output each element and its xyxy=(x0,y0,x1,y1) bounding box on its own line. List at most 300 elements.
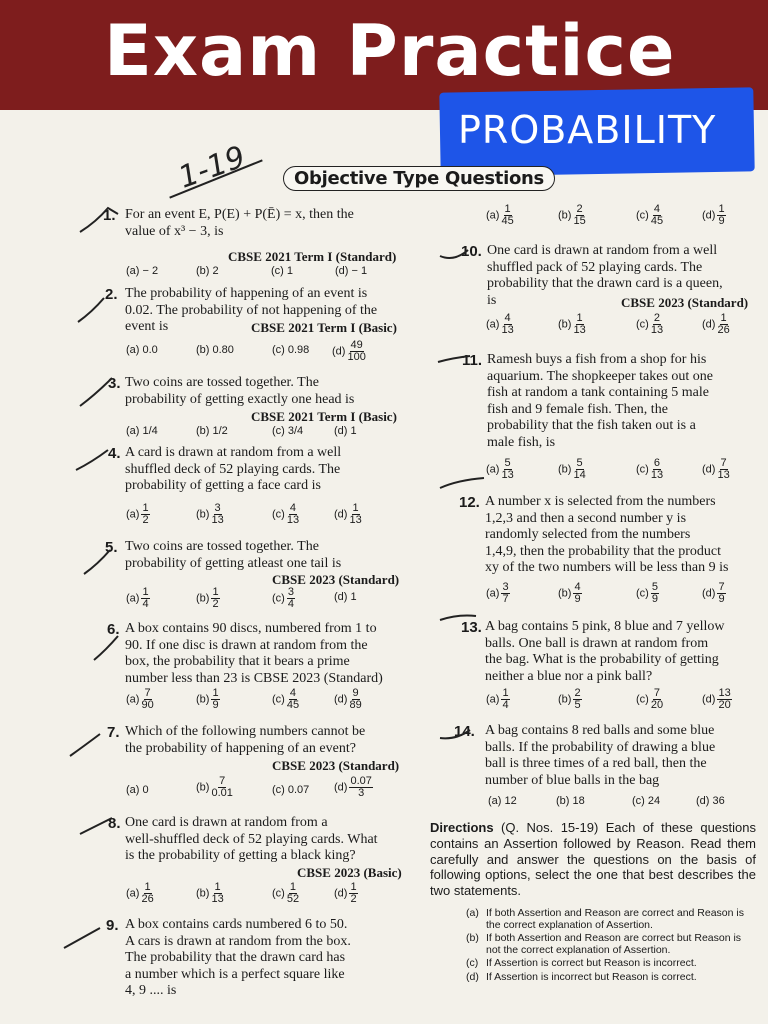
fraction xyxy=(651,204,663,227)
option-c xyxy=(272,587,295,610)
option-d xyxy=(702,688,732,711)
denominator: 5 xyxy=(574,699,581,711)
question-5 xyxy=(125,539,407,572)
question-number: 5. xyxy=(105,539,118,556)
option-c xyxy=(636,688,663,711)
fraction xyxy=(651,582,659,605)
question-1 xyxy=(125,207,407,240)
fraction xyxy=(347,340,365,363)
option-b xyxy=(558,688,582,711)
question-text: box, the probability that it bears a prime xyxy=(125,654,350,670)
option-a: (a) 1/4 xyxy=(126,425,158,437)
question-text: ball is three times of a red ball, then the xyxy=(485,756,707,772)
directions-option xyxy=(466,958,758,970)
question-text: the bag. What is the probability of getting xyxy=(485,652,719,668)
option-key: (d) xyxy=(702,318,716,331)
option-a xyxy=(486,688,510,711)
numerator: 3 xyxy=(502,581,509,593)
question-text: balls. One ball is drawn at random from xyxy=(485,635,709,651)
question-text: probability of getting exactly one head is xyxy=(125,391,355,407)
option-key: (a) xyxy=(466,907,479,919)
question-text: neither a blue nor a pink ball? xyxy=(485,668,653,684)
option-c xyxy=(272,688,299,711)
fraction xyxy=(501,204,513,227)
denominator: 9 xyxy=(212,699,219,711)
fraction xyxy=(141,688,153,711)
numerator: 7 xyxy=(718,581,725,593)
option-text: If both Assertion and Reason are correct and Reason is the correct explanation of Assertion. xyxy=(486,907,744,931)
option-key: (a) xyxy=(126,508,140,521)
option-b: (b) 0.80 xyxy=(196,344,234,356)
numerator: 4 xyxy=(289,687,297,699)
question-number: 6. xyxy=(107,621,120,638)
question-source: CBSE 2023 (Standard) xyxy=(621,295,749,310)
question-text: is the probability of getting a black king? xyxy=(125,848,356,864)
option-c xyxy=(636,458,663,481)
numerator: 49 xyxy=(350,339,363,351)
denominator: 4 xyxy=(502,699,509,711)
numerator: 1 xyxy=(212,687,219,699)
option-key: (a) xyxy=(486,209,500,222)
option-key: (b) xyxy=(558,693,572,706)
numerator: 5 xyxy=(651,581,658,593)
numerator: 3 xyxy=(287,586,294,598)
numerator: 1 xyxy=(576,312,583,324)
option-c: (c) 0.98 xyxy=(272,344,310,356)
option-key: (d) xyxy=(702,693,716,706)
question-text: Which of the following numbers cannot be xyxy=(125,724,366,739)
option-key: (b) xyxy=(466,932,479,945)
option-b: (b) 18 xyxy=(556,795,585,807)
fraction xyxy=(287,587,295,610)
option-key: (c) xyxy=(272,508,285,521)
option-key: (a) xyxy=(126,592,140,605)
question-text: One card is drawn at random from a xyxy=(125,815,328,830)
option-a: (a) 0.0 xyxy=(126,344,158,356)
option-b xyxy=(558,313,586,336)
fraction xyxy=(349,776,372,799)
option-d xyxy=(702,458,730,481)
option-key: (a) xyxy=(126,887,140,900)
question-13 xyxy=(485,619,757,685)
question-text: A number x is selected from the numbers xyxy=(485,494,716,509)
option-a: (a) 12 xyxy=(488,795,517,807)
directions-options xyxy=(466,908,758,986)
option-b xyxy=(558,582,582,605)
fraction xyxy=(717,582,725,605)
denominator: 3 xyxy=(358,787,365,799)
option-b xyxy=(196,688,220,711)
option-d xyxy=(334,688,362,711)
question-text: Two coins are tossed together. The xyxy=(125,539,319,554)
option-d xyxy=(702,582,726,605)
banner-title: Exam Practice xyxy=(104,10,676,92)
question-text: aquarium. The shopkeeper takes out one xyxy=(487,368,714,384)
section-heading: Objective Type Questions xyxy=(283,166,555,191)
option-d: (d) 36 xyxy=(696,795,725,807)
numerator: 2 xyxy=(574,687,581,699)
numerator: 6 xyxy=(653,457,661,469)
option-d xyxy=(702,313,730,336)
directions-label: Directions xyxy=(430,820,494,835)
option-key: (b) xyxy=(558,209,572,222)
option-d: (d) 1 xyxy=(334,591,357,603)
fraction xyxy=(287,503,299,526)
option-key: (c) xyxy=(636,209,649,222)
numerator: 1 xyxy=(142,586,149,598)
question-3 xyxy=(125,375,407,408)
option-text: If both Assertion and Reason are correct but Reason is not the correct explanation of Assertion. xyxy=(486,932,742,956)
question-number: 11. xyxy=(462,352,483,369)
fraction xyxy=(717,313,729,336)
option-a xyxy=(126,587,150,610)
denominator: 13 xyxy=(286,514,300,526)
denominator: 0.01 xyxy=(211,787,233,799)
question-text: A bag contains 5 pink, 8 blue and 7 yellow xyxy=(485,619,725,634)
fraction xyxy=(211,776,232,799)
option-key: (c) xyxy=(272,693,285,706)
fraction xyxy=(573,204,585,227)
option-key: (b) xyxy=(558,318,572,331)
denominator: 9 xyxy=(574,593,581,605)
question-text: shuffled deck of 52 playing cards. The xyxy=(125,461,341,477)
fraction xyxy=(349,882,357,905)
option-a xyxy=(486,313,514,336)
option-c: (c) 1 xyxy=(271,265,293,277)
fraction xyxy=(651,688,663,711)
directions-text: (Q. Nos. 15-19) Each of these questions contains an Assertion followed by Reason. Read them carefully and answer the questions on the basis of following options, select the one that best describes the two statements. xyxy=(430,820,756,899)
fraction xyxy=(211,503,223,526)
question-14 xyxy=(485,723,757,789)
question-text: well-shuffled deck of 52 playing cards. What xyxy=(125,831,378,847)
fraction xyxy=(573,313,585,336)
option-c: (c) 0.07 xyxy=(272,784,310,796)
option-text: If Assertion is correct but Reason is incorrect. xyxy=(486,957,697,970)
fraction xyxy=(501,688,509,711)
option-b xyxy=(558,458,586,481)
option-c xyxy=(272,503,299,526)
numerator: 1 xyxy=(212,586,219,598)
option-key: (c) xyxy=(636,693,649,706)
numerator: 4 xyxy=(574,581,581,593)
denominator: 4 xyxy=(287,598,294,610)
option-key: (b) xyxy=(196,781,210,794)
fraction xyxy=(211,587,219,610)
option-b xyxy=(196,882,224,905)
numerator: 4 xyxy=(653,203,661,215)
question-text: randomly selected from the numbers xyxy=(485,527,691,543)
option-d xyxy=(702,204,726,227)
option-key: (b) xyxy=(196,693,210,706)
numerator: 1 xyxy=(718,203,725,215)
question-text: The probability that the drawn card has xyxy=(125,950,346,966)
option-key: (c) xyxy=(636,318,649,331)
question-text: probability of getting atleast one tail is xyxy=(125,555,342,571)
denominator: 20 xyxy=(718,699,731,711)
question-text: value of x³ − 3, is xyxy=(125,223,224,239)
option-key: (a) xyxy=(486,587,500,600)
option-b: (b) 1/2 xyxy=(196,425,228,437)
option-a: (a) − 2 xyxy=(126,265,159,277)
question-number: 4. xyxy=(108,445,121,462)
option-a: (a) 0 xyxy=(126,784,149,796)
numerator: 1 xyxy=(144,881,151,893)
option-d: (d) 1 xyxy=(334,425,357,437)
denominator: 45 xyxy=(501,215,514,227)
denominator: 2 xyxy=(350,893,357,905)
question-number: 3. xyxy=(108,375,121,392)
question-text: number of blue balls in the bag xyxy=(485,772,660,788)
question-number: 14. xyxy=(454,723,475,740)
check-mark xyxy=(64,928,100,948)
question-number: 9. xyxy=(106,917,119,934)
fraction xyxy=(717,204,725,227)
question-text: One card is drawn at random from a well xyxy=(487,243,718,258)
numerator: 5 xyxy=(504,457,511,469)
question-text: probability of getting a face card is xyxy=(125,478,321,494)
fraction xyxy=(717,458,729,481)
option-d xyxy=(334,503,362,526)
denominator: 13 xyxy=(211,514,224,526)
numerator: 7 xyxy=(219,775,226,787)
numerator: 1 xyxy=(214,881,221,893)
option-key: (c) xyxy=(636,587,649,600)
option-c xyxy=(636,313,663,336)
denominator: 26 xyxy=(141,893,154,905)
question-text: male fish, is xyxy=(487,434,556,450)
question-text: A box contains cards numbered 6 to 50. xyxy=(125,917,348,932)
fraction xyxy=(349,503,361,526)
option-key: (b) xyxy=(196,508,210,521)
numerator: 2 xyxy=(653,312,661,324)
option-key: (a) xyxy=(486,693,500,706)
option-b: (b) 2 xyxy=(196,265,219,277)
question-8 xyxy=(125,815,410,865)
option-a xyxy=(486,458,514,481)
fraction xyxy=(651,458,663,481)
numerator: 1 xyxy=(504,203,511,215)
question-9 xyxy=(125,917,410,1000)
fraction xyxy=(717,688,731,711)
fraction xyxy=(501,582,509,605)
option-text: If Assertion is incorrect but Reason is correct. xyxy=(486,970,697,983)
numerator: 7 xyxy=(653,687,661,699)
numerator: 13 xyxy=(718,687,731,699)
denominator: 2 xyxy=(142,514,149,526)
directions-option xyxy=(466,933,758,956)
denominator: 52 xyxy=(286,893,300,905)
denominator: 13 xyxy=(349,514,362,526)
question-text: 1,4,9, then the probability that the product xyxy=(485,543,722,559)
option-key: (d) xyxy=(702,587,716,600)
question-6 xyxy=(125,621,410,687)
question-text: Ramesh buys a fish from a shop for his xyxy=(487,352,707,367)
fraction xyxy=(211,882,223,905)
option-key: (c) xyxy=(272,592,285,605)
option-key: (d) xyxy=(334,781,348,794)
question-text: A card is drawn at random from a well xyxy=(125,445,342,460)
fraction xyxy=(501,458,513,481)
option-c xyxy=(272,882,299,905)
question-text: Two coins are tossed together. The xyxy=(125,375,319,390)
option-d xyxy=(334,776,373,799)
numerator: 3 xyxy=(214,502,221,514)
numerator: 9 xyxy=(352,687,359,699)
question-text: is xyxy=(487,292,497,308)
question-text: 0.02. The probability of not happening of the xyxy=(125,302,378,318)
denominator: 45 xyxy=(286,699,300,711)
option-key: (d) xyxy=(702,209,716,222)
option-d: (d) − 1 xyxy=(335,265,368,277)
question-text: 1,2,3 and then a second number y is xyxy=(485,510,687,526)
denominator: 14 xyxy=(573,469,586,481)
question-number: 8. xyxy=(108,815,121,832)
option-b xyxy=(196,587,220,610)
question-source: CBSE 2023 (Standard) xyxy=(272,758,400,773)
question-11 xyxy=(487,352,757,452)
option-key: (c) xyxy=(272,887,285,900)
question-text: the probability of happening of an event? xyxy=(125,740,356,756)
fraction xyxy=(573,688,581,711)
question-text: fish and 9 female fish. Then, the xyxy=(487,401,668,417)
denominator: 7 xyxy=(502,593,509,605)
topic-chip-label: PROBABILITY xyxy=(458,108,717,152)
option-key: (c) xyxy=(636,463,649,476)
check-mark xyxy=(76,450,108,470)
numerator: 2 xyxy=(576,203,583,215)
denominator: 26 xyxy=(717,324,730,336)
denominator: 9 xyxy=(718,593,725,605)
denominator: 20 xyxy=(650,699,664,711)
check-mark xyxy=(78,298,104,322)
option-c xyxy=(636,204,663,227)
question-7 xyxy=(125,724,410,757)
option-key: (d) xyxy=(332,345,346,358)
option-key: (a) xyxy=(126,693,140,706)
question-text: probability that the fish taken out is a xyxy=(487,418,696,434)
check-mark xyxy=(440,478,484,488)
fraction xyxy=(573,458,585,481)
fraction xyxy=(287,882,299,905)
question-text: probability that the drawn card is a queen, xyxy=(487,276,723,292)
numerator: 4 xyxy=(289,502,297,514)
question-number: 1. xyxy=(103,207,116,224)
question-source: CBSE 2021 Term I (Standard) xyxy=(228,249,397,264)
question-text: balls. If the probability of drawing a blue xyxy=(485,739,716,755)
question-number: 2. xyxy=(105,286,118,303)
fraction xyxy=(651,313,663,336)
question-text: a number which is a perfect square like xyxy=(125,966,345,982)
question-12 xyxy=(485,494,757,577)
denominator: 9 xyxy=(718,215,725,227)
question-source: CBSE 2021 Term I (Basic) xyxy=(251,320,397,335)
numerator: 1 xyxy=(352,502,359,514)
question-number: 7. xyxy=(107,724,120,741)
denominator: 90 xyxy=(141,699,154,711)
denominator: 15 xyxy=(573,215,586,227)
question-text: event is xyxy=(125,319,169,335)
directions-option xyxy=(466,908,758,931)
question-text: xy of the two numbers will be less than 9 is xyxy=(485,560,729,576)
denominator: 13 xyxy=(501,469,514,481)
denominator: 13 xyxy=(501,324,514,336)
option-key: (b) xyxy=(196,887,210,900)
option-key: (d) xyxy=(466,970,479,983)
question-text: number less than 23 is CBSE 2023 (Standard) xyxy=(125,670,383,686)
denominator: 2 xyxy=(212,598,219,610)
numerator: 1 xyxy=(350,881,357,893)
fraction xyxy=(287,688,299,711)
question-text: For an event E, P(E) + P(Ē) = x, then the xyxy=(125,207,354,222)
numerator: 5 xyxy=(576,457,583,469)
denominator: 9 xyxy=(651,593,658,605)
fraction xyxy=(349,688,361,711)
option-key: (c) xyxy=(466,957,479,970)
option-key: (b) xyxy=(558,587,572,600)
denominator: 13 xyxy=(211,893,224,905)
denominator: 100 xyxy=(347,351,366,363)
numerator: 4 xyxy=(504,312,511,324)
question-source: CBSE 2023 (Basic) xyxy=(297,865,402,880)
question-number: 10. xyxy=(461,243,482,260)
question-text: fish at random a tank containing 5 male xyxy=(487,385,709,401)
numerator: 1 xyxy=(142,502,149,514)
option-key: (a) xyxy=(486,463,500,476)
fraction xyxy=(501,313,513,336)
option-key: (d) xyxy=(334,508,348,521)
fraction xyxy=(141,503,149,526)
denominator: 13 xyxy=(650,469,664,481)
question-number: 13. xyxy=(461,619,482,636)
option-a xyxy=(486,582,510,605)
option-b xyxy=(558,204,586,227)
option-c: (c) 3/4 xyxy=(272,425,304,437)
question-text: 4, 9 .... is xyxy=(125,983,177,999)
numerator: 1 xyxy=(289,881,297,893)
question-text: A bag contains 8 red balls and some blue xyxy=(485,723,715,738)
option-key: (d) xyxy=(334,693,348,706)
question-text: A box contains 90 discs, numbered from 1 to xyxy=(125,621,377,636)
denominator: 45 xyxy=(650,215,664,227)
check-mark xyxy=(94,636,118,660)
check-mark xyxy=(70,734,100,756)
handwritten-note: 1-19 xyxy=(174,139,251,196)
numerator: 0.07 xyxy=(350,775,372,787)
option-d xyxy=(332,340,366,363)
question-text: A cars is drawn at random from the box. xyxy=(125,933,351,949)
option-b xyxy=(196,776,233,799)
option-key: (d) xyxy=(702,463,716,476)
fraction xyxy=(573,582,581,605)
option-key: (d) xyxy=(334,887,348,900)
fraction xyxy=(211,688,219,711)
denominator: 4 xyxy=(142,598,149,610)
question-source: CBSE 2021 Term I (Basic) xyxy=(251,409,397,424)
directions-option xyxy=(466,972,758,984)
option-key: (b) xyxy=(196,592,210,605)
option-c: (c) 24 xyxy=(632,795,661,807)
question-source: CBSE 2023 (Standard) xyxy=(272,572,400,587)
option-key: (b) xyxy=(558,463,572,476)
option-c xyxy=(636,582,659,605)
question-text: 90. If one disc is drawn at random from the xyxy=(125,637,368,653)
option-a xyxy=(126,503,150,526)
numerator: 7 xyxy=(144,687,151,699)
option-key: (a) xyxy=(486,318,500,331)
denominator: 13 xyxy=(717,469,730,481)
option-a xyxy=(126,882,154,905)
fraction xyxy=(141,882,153,905)
